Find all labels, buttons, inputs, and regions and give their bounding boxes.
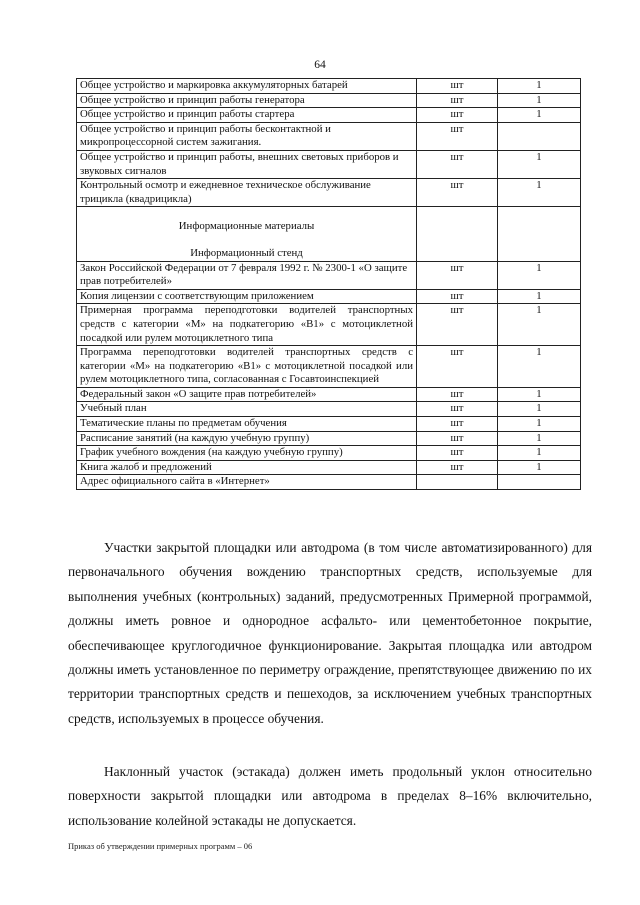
- item-name: Тематические планы по предметам обучения: [77, 417, 417, 432]
- table-row: [77, 108, 581, 123]
- spacer: [80, 207, 413, 220]
- table-row: [77, 431, 581, 446]
- table-row: [77, 446, 581, 461]
- table-row: [77, 150, 581, 178]
- subsection-heading: Информационный стенд: [190, 246, 303, 259]
- item-name: Расписание занятий (на каждую учебную группу): [77, 431, 417, 446]
- item-unit: шт: [417, 446, 498, 461]
- equipment-table-body: [77, 79, 581, 490]
- table-row: [77, 179, 581, 207]
- item-qty: 1: [498, 417, 581, 432]
- table-row: [77, 346, 581, 388]
- item-qty: 1: [498, 289, 581, 304]
- table-row: [77, 289, 581, 304]
- item-name: Федеральный закон «О защите прав потребителей»: [77, 387, 417, 402]
- item-qty: 1: [498, 346, 581, 388]
- table-row: [77, 402, 581, 417]
- item-name: Общее устройство и маркировка аккумуляторных батарей: [77, 79, 417, 94]
- item-unit: [417, 475, 498, 490]
- item-name: График учебного вождения (на каждую учебную группу): [77, 446, 417, 461]
- item-unit: шт: [417, 387, 498, 402]
- item-qty: 1: [498, 108, 581, 123]
- item-qty: [498, 475, 581, 490]
- table-row: [77, 79, 581, 94]
- item-qty: 1: [498, 79, 581, 94]
- item-unit: шт: [417, 304, 498, 346]
- paragraph-text: Участки закрытой площадки или автодрома (в том числе автоматизированного) для первоначального обучения вождению транспортных средств, используемые для выполнения учебных (контрольных) заданий, предусмотренных Примерной программой, должны иметь ровное и однородное асфальто- или цементобетонное покрытие, обеспечивающее круглогодичное функционирование. Закрытая площадка или автодром должны иметь установленное по периметру ограждение, препятствующее движению по их территории транспортных средств и пешеходов, за исключением учебных транспортных средств, используемых в процессе обучения.: [68, 540, 592, 726]
- empty-cell: [417, 207, 498, 261]
- item-unit: шт: [417, 346, 498, 388]
- item-name: Общее устройство и принцип работы стартера: [77, 108, 417, 123]
- item-qty: [498, 122, 581, 150]
- section-heading: Информационные материалы: [178, 220, 315, 233]
- item-name: Общее устройство и принцип работы бесконтактной и микропроцессорной систем зажигания.: [77, 122, 417, 150]
- item-unit: шт: [417, 261, 498, 289]
- paragraph-closed-area: [68, 536, 592, 731]
- item-name: Адрес официального сайта в «Интернет»: [77, 475, 417, 490]
- spacer: [80, 234, 413, 247]
- item-name: Примерная программа переподготовки водителей транспортных средств с категории «М» на подкатегорию «В1» с мотоциклетной посадкой или рулем мотоциклетного типа: [77, 304, 417, 346]
- table-row: [77, 475, 581, 490]
- item-unit: шт: [417, 179, 498, 207]
- item-unit: шт: [417, 289, 498, 304]
- item-unit: шт: [417, 79, 498, 94]
- item-unit: шт: [417, 93, 498, 108]
- item-qty: 1: [498, 93, 581, 108]
- section-heading-cell: [77, 207, 417, 261]
- item-qty: 1: [498, 179, 581, 207]
- table-row: [77, 93, 581, 108]
- item-unit: шт: [417, 460, 498, 475]
- item-qty: 1: [498, 460, 581, 475]
- item-unit: шт: [417, 402, 498, 417]
- item-name: Учебный план: [77, 402, 417, 417]
- equipment-table: [76, 78, 581, 490]
- item-name: Книга жалоб и предложений: [77, 460, 417, 475]
- item-name: Закон Российской Федерации от 7 февраля 1992 г. № 2300-1 «О защите прав потребителей»: [77, 261, 417, 289]
- item-qty: 1: [498, 446, 581, 461]
- item-qty: 1: [498, 261, 581, 289]
- item-name: Копия лицензии с соответствующим приложением: [77, 289, 417, 304]
- item-name: Общее устройство и принцип работы, внешних световых приборов и звуковых сигналов: [77, 150, 417, 178]
- item-qty: 1: [498, 304, 581, 346]
- item-name: Контрольный осмотр и ежедневное техническое обслуживание трицикла (квадрицикла): [77, 179, 417, 207]
- item-name: Общее устройство и принцип работы генератора: [77, 93, 417, 108]
- item-unit: шт: [417, 108, 498, 123]
- table-row: [77, 460, 581, 475]
- table-row: [77, 304, 581, 346]
- item-unit: шт: [417, 431, 498, 446]
- table-row: [77, 261, 581, 289]
- paragraph-text: Наклонный участок (эстакада) должен иметь продольный уклон относительно поверхности закрытой площадки или автодрома в пределах 8–16% включительно, использование колейной эстакады не допускается.: [68, 764, 592, 828]
- item-unit: шт: [417, 122, 498, 150]
- table-row: [77, 122, 581, 150]
- section-heading-row: [77, 207, 581, 261]
- paragraph-ramp: [68, 760, 592, 833]
- item-qty: 1: [498, 387, 581, 402]
- item-unit: шт: [417, 417, 498, 432]
- table-row: [77, 417, 581, 432]
- page-number: 64: [314, 59, 326, 71]
- item-qty: 1: [498, 431, 581, 446]
- item-qty: 1: [498, 150, 581, 178]
- item-name: Программа переподготовки водителей транспортных средств с категории «М» на подкатегорию «В1» с мотоциклетной посадкой или рулем мотоциклетного типа, согласованная с Госавтоинспекцией: [77, 346, 417, 388]
- item-unit: шт: [417, 150, 498, 178]
- empty-cell: [498, 207, 581, 261]
- item-qty: 1: [498, 402, 581, 417]
- page-footer: Приказ об утверждении примерных программ – 06: [68, 841, 253, 851]
- table-row: [77, 387, 581, 402]
